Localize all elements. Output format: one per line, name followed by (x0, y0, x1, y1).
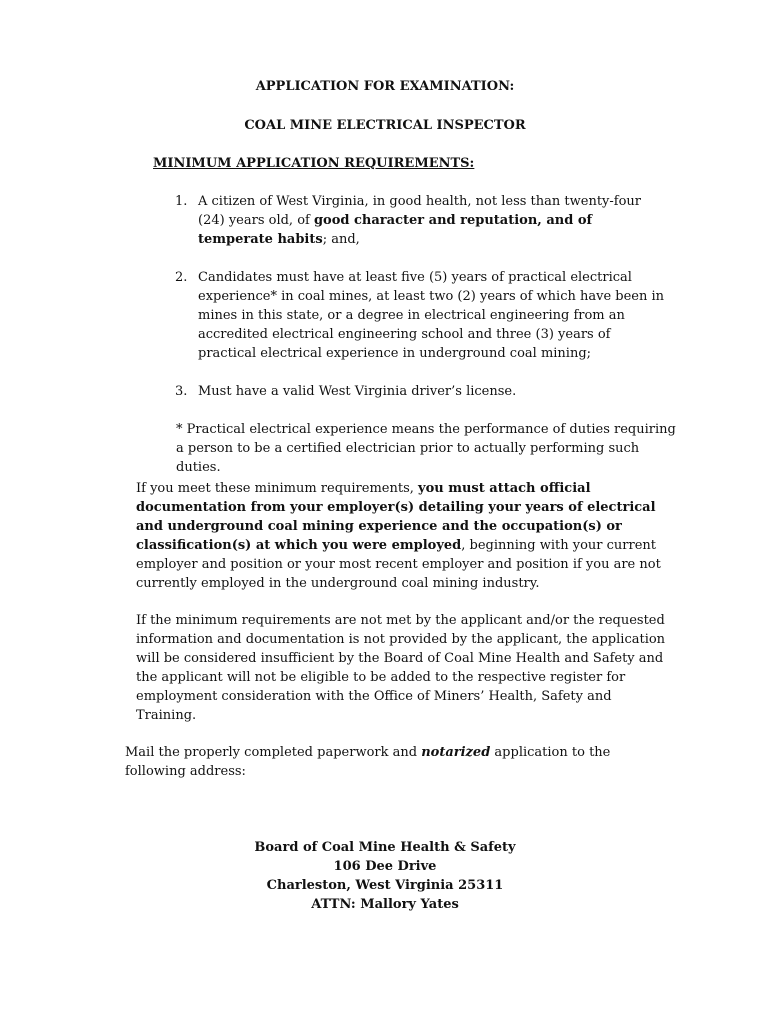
requirement-text-part: A citizen of West Virginia, in good health, not less than twenty-four (24) years old, of (198, 194, 642, 228)
mail-text-part: Mail the properly completed paperwork and (125, 745, 422, 760)
address-line: Charleston, West Virginia 25311 (266, 878, 504, 893)
paragraph-text-part: , beginning with your current employer and position or your most recent employer and position if you are not currently employed in the underground coal mining industry. (136, 538, 661, 591)
document-title: APPLICATION FOR EXAMINATION: (255, 79, 515, 94)
document-subtitle: COAL MINE ELECTRICAL INSPECTOR (244, 118, 526, 133)
requirement-item-2 (175, 268, 665, 363)
documentation-paragraph (136, 479, 671, 593)
paragraph-bold-text: you must attach official documentation from your employer(s) detailing your years of electrical and underground coal mining experience and the occupation(s) or classification(s) at which you were employed (136, 481, 656, 553)
requirement-text: Candidates must have at least five (5) years of practical electrical experience* in coal mines, at least two (2) years of which have been in mines in this state, or a degree in electrical engineering from an accredited electrical engineering school and three (3) years of practical electrical experience in underground coal mining; (198, 270, 665, 361)
address-line: 106 Dee Drive (333, 859, 437, 874)
mail-text-part: application to the following address: (125, 745, 611, 779)
requirement-bold-text: good character and reputation, and of temperate habits (198, 213, 593, 247)
list-number: 1. (175, 194, 188, 209)
list-number: 3. (175, 384, 188, 399)
requirements-heading: MINIMUM APPLICATION REQUIREMENTS: (153, 156, 475, 171)
requirement-item-1 (175, 192, 665, 249)
requirement-item-3 (175, 382, 665, 401)
insufficiency-paragraph: If the minimum requirements are not met by the applicant and/or the requested information and documentation is not provided by the applicant, the application will be considered insufficient by the Board of Coal Mine Health and Safety and the applicant will not be eligible to be added to the respective register for employment consideration with the Office of Miners’ Health, Safety and Training. (136, 613, 666, 723)
requirement-text: Must have a valid West Virginia driver’s license. (198, 384, 517, 399)
mailing-address (0, 838, 770, 914)
address-line: ATTN: Mallory Yates (311, 897, 459, 912)
notarized-emphasis: notarized (421, 745, 491, 760)
requirement-text-part: ; and, (322, 232, 360, 247)
paragraph-text-part: If you meet these minimum requirements, (136, 481, 419, 496)
mail-instruction (125, 743, 675, 781)
requirement-text (198, 192, 665, 249)
footnote: * Practical electrical experience means the performance of duties requiring a person to be a certified electrician prior to actually performing such duties. (176, 422, 676, 475)
address-line: Board of Coal Mine Health & Safety (254, 840, 516, 855)
list-number: 2. (175, 270, 188, 285)
